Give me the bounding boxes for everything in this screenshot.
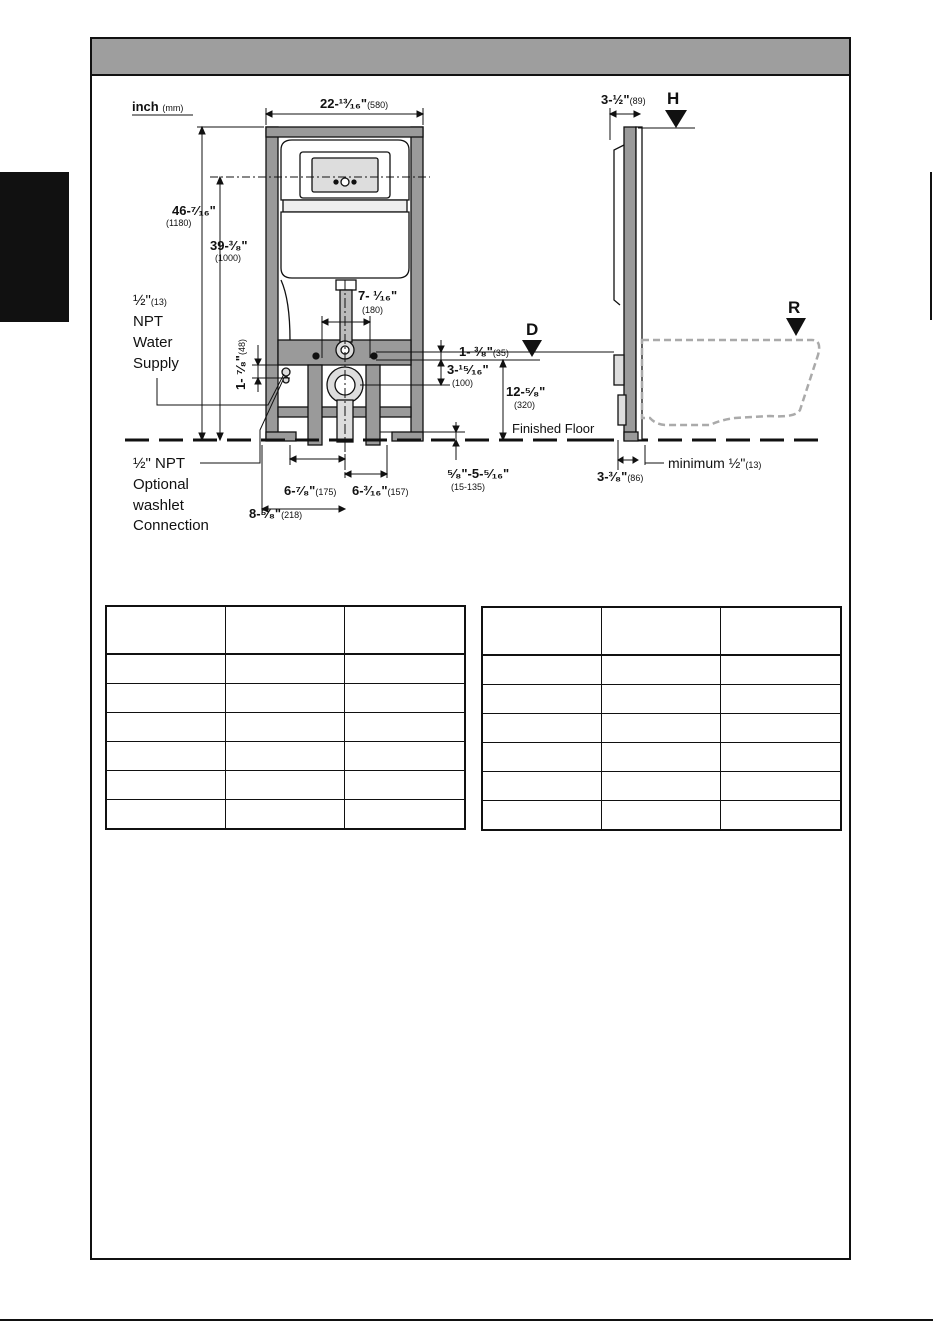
finished-floor-label: Finished Floor <box>512 421 595 436</box>
spec-table-right <box>481 606 842 831</box>
table-row <box>482 685 841 714</box>
svg-text:½"(13): ½"(13) <box>133 292 167 309</box>
flush-actuator <box>312 158 378 192</box>
table-row <box>106 742 465 771</box>
side-hose <box>614 145 624 305</box>
washlet-connection-callout <box>132 455 209 534</box>
actuator-pin <box>352 180 356 184</box>
top-rail <box>266 127 423 137</box>
side-frame <box>614 127 642 441</box>
mounting-bolt <box>313 353 319 359</box>
supply-hose <box>281 280 290 340</box>
toilet-bowl-outline <box>642 340 819 425</box>
table-row <box>106 684 465 713</box>
table-row <box>106 800 465 830</box>
side-valve <box>614 355 624 385</box>
side-foot <box>624 432 638 441</box>
actuator-hole <box>341 178 349 186</box>
floor-adjust-mm: (15-135) <box>451 482 486 492</box>
table-header-row <box>482 607 841 655</box>
side-upright <box>624 127 636 440</box>
units-label: inch (mm) <box>132 99 184 114</box>
bolt-offset-label: 1- ³⁄₈"(35) <box>459 344 509 359</box>
cistern-band <box>283 200 407 212</box>
table-row <box>482 801 841 831</box>
svg-text:Water: Water <box>133 334 173 351</box>
mounting-bolt <box>371 353 377 359</box>
bolt-spacing-label: 7- ¹⁄₁₆" <box>358 288 398 303</box>
overall-height-mm: (1180) <box>166 218 192 228</box>
floor-adjust-label: ⁵⁄₈"-5-⁵⁄₁₆" <box>447 466 510 481</box>
minimum-label: minimum ½"(13) <box>668 455 762 471</box>
spec-table-left <box>105 605 466 830</box>
marker-h-label: H <box>667 89 680 108</box>
svg-text:Optional: Optional <box>133 476 189 493</box>
svg-text:NPT: NPT <box>133 313 163 330</box>
left-upright <box>266 127 278 440</box>
svg-text:washlet: washlet <box>133 497 184 514</box>
side-pipe <box>618 395 626 425</box>
water-supply-callout <box>133 292 179 372</box>
flush-pipe <box>340 290 352 342</box>
depth-bottom-label: 3-³⁄₈"(86) <box>597 469 644 484</box>
svg-text:Supply: Supply <box>133 355 179 372</box>
table-row <box>482 772 841 801</box>
right-upright <box>411 127 423 440</box>
table-row <box>482 655 841 685</box>
table-row <box>106 654 465 684</box>
table-row <box>482 743 841 772</box>
svg-text:Connection: Connection <box>133 517 209 534</box>
washlet-offset-label: 8-⁵⁄₈"(218) <box>249 506 303 521</box>
svg-text:½" NPT: ½" NPT <box>133 455 186 472</box>
bracket-height-mm: (1000) <box>215 253 242 263</box>
table-header-row <box>106 606 465 654</box>
right-leg <box>366 365 380 445</box>
marker-r-label: R <box>788 298 801 317</box>
left-foot-label: 6-⁷⁄₈"(175) <box>284 483 337 498</box>
flush-outlet <box>336 280 356 290</box>
outlet-drop-label: 3-¹⁵⁄₁₆" <box>447 362 489 377</box>
bracket-height-label: 39-³⁄₈" <box>210 238 248 253</box>
marker-r-triangle <box>786 318 806 336</box>
marker-d-label: D <box>526 320 539 339</box>
overall-height-label: 46-⁷⁄₁₆" <box>172 203 216 218</box>
supply-offset-label: 1- ⁷⁄₈"(48) <box>233 339 248 390</box>
table-row <box>482 714 841 743</box>
outlet-height-label: 12-⁵⁄₈" <box>506 384 546 399</box>
bolt-spacing-mm: (180) <box>362 305 384 315</box>
cistern-tank <box>281 212 409 278</box>
outlet-height-mm: (320) <box>514 400 536 410</box>
width-label: 22-¹³⁄₁₆"(580) <box>320 96 389 111</box>
actuator-pin <box>334 180 338 184</box>
table-row <box>106 713 465 742</box>
right-foot-label: 6-³⁄₁₆"(157) <box>352 483 409 498</box>
outlet-drop-mm: (100) <box>452 378 474 388</box>
table-row <box>106 771 465 800</box>
marker-d-triangle <box>522 340 542 357</box>
depth-top-label: 3-½"(89) <box>601 92 646 107</box>
marker-h-triangle <box>665 110 687 128</box>
left-leg <box>308 365 322 445</box>
